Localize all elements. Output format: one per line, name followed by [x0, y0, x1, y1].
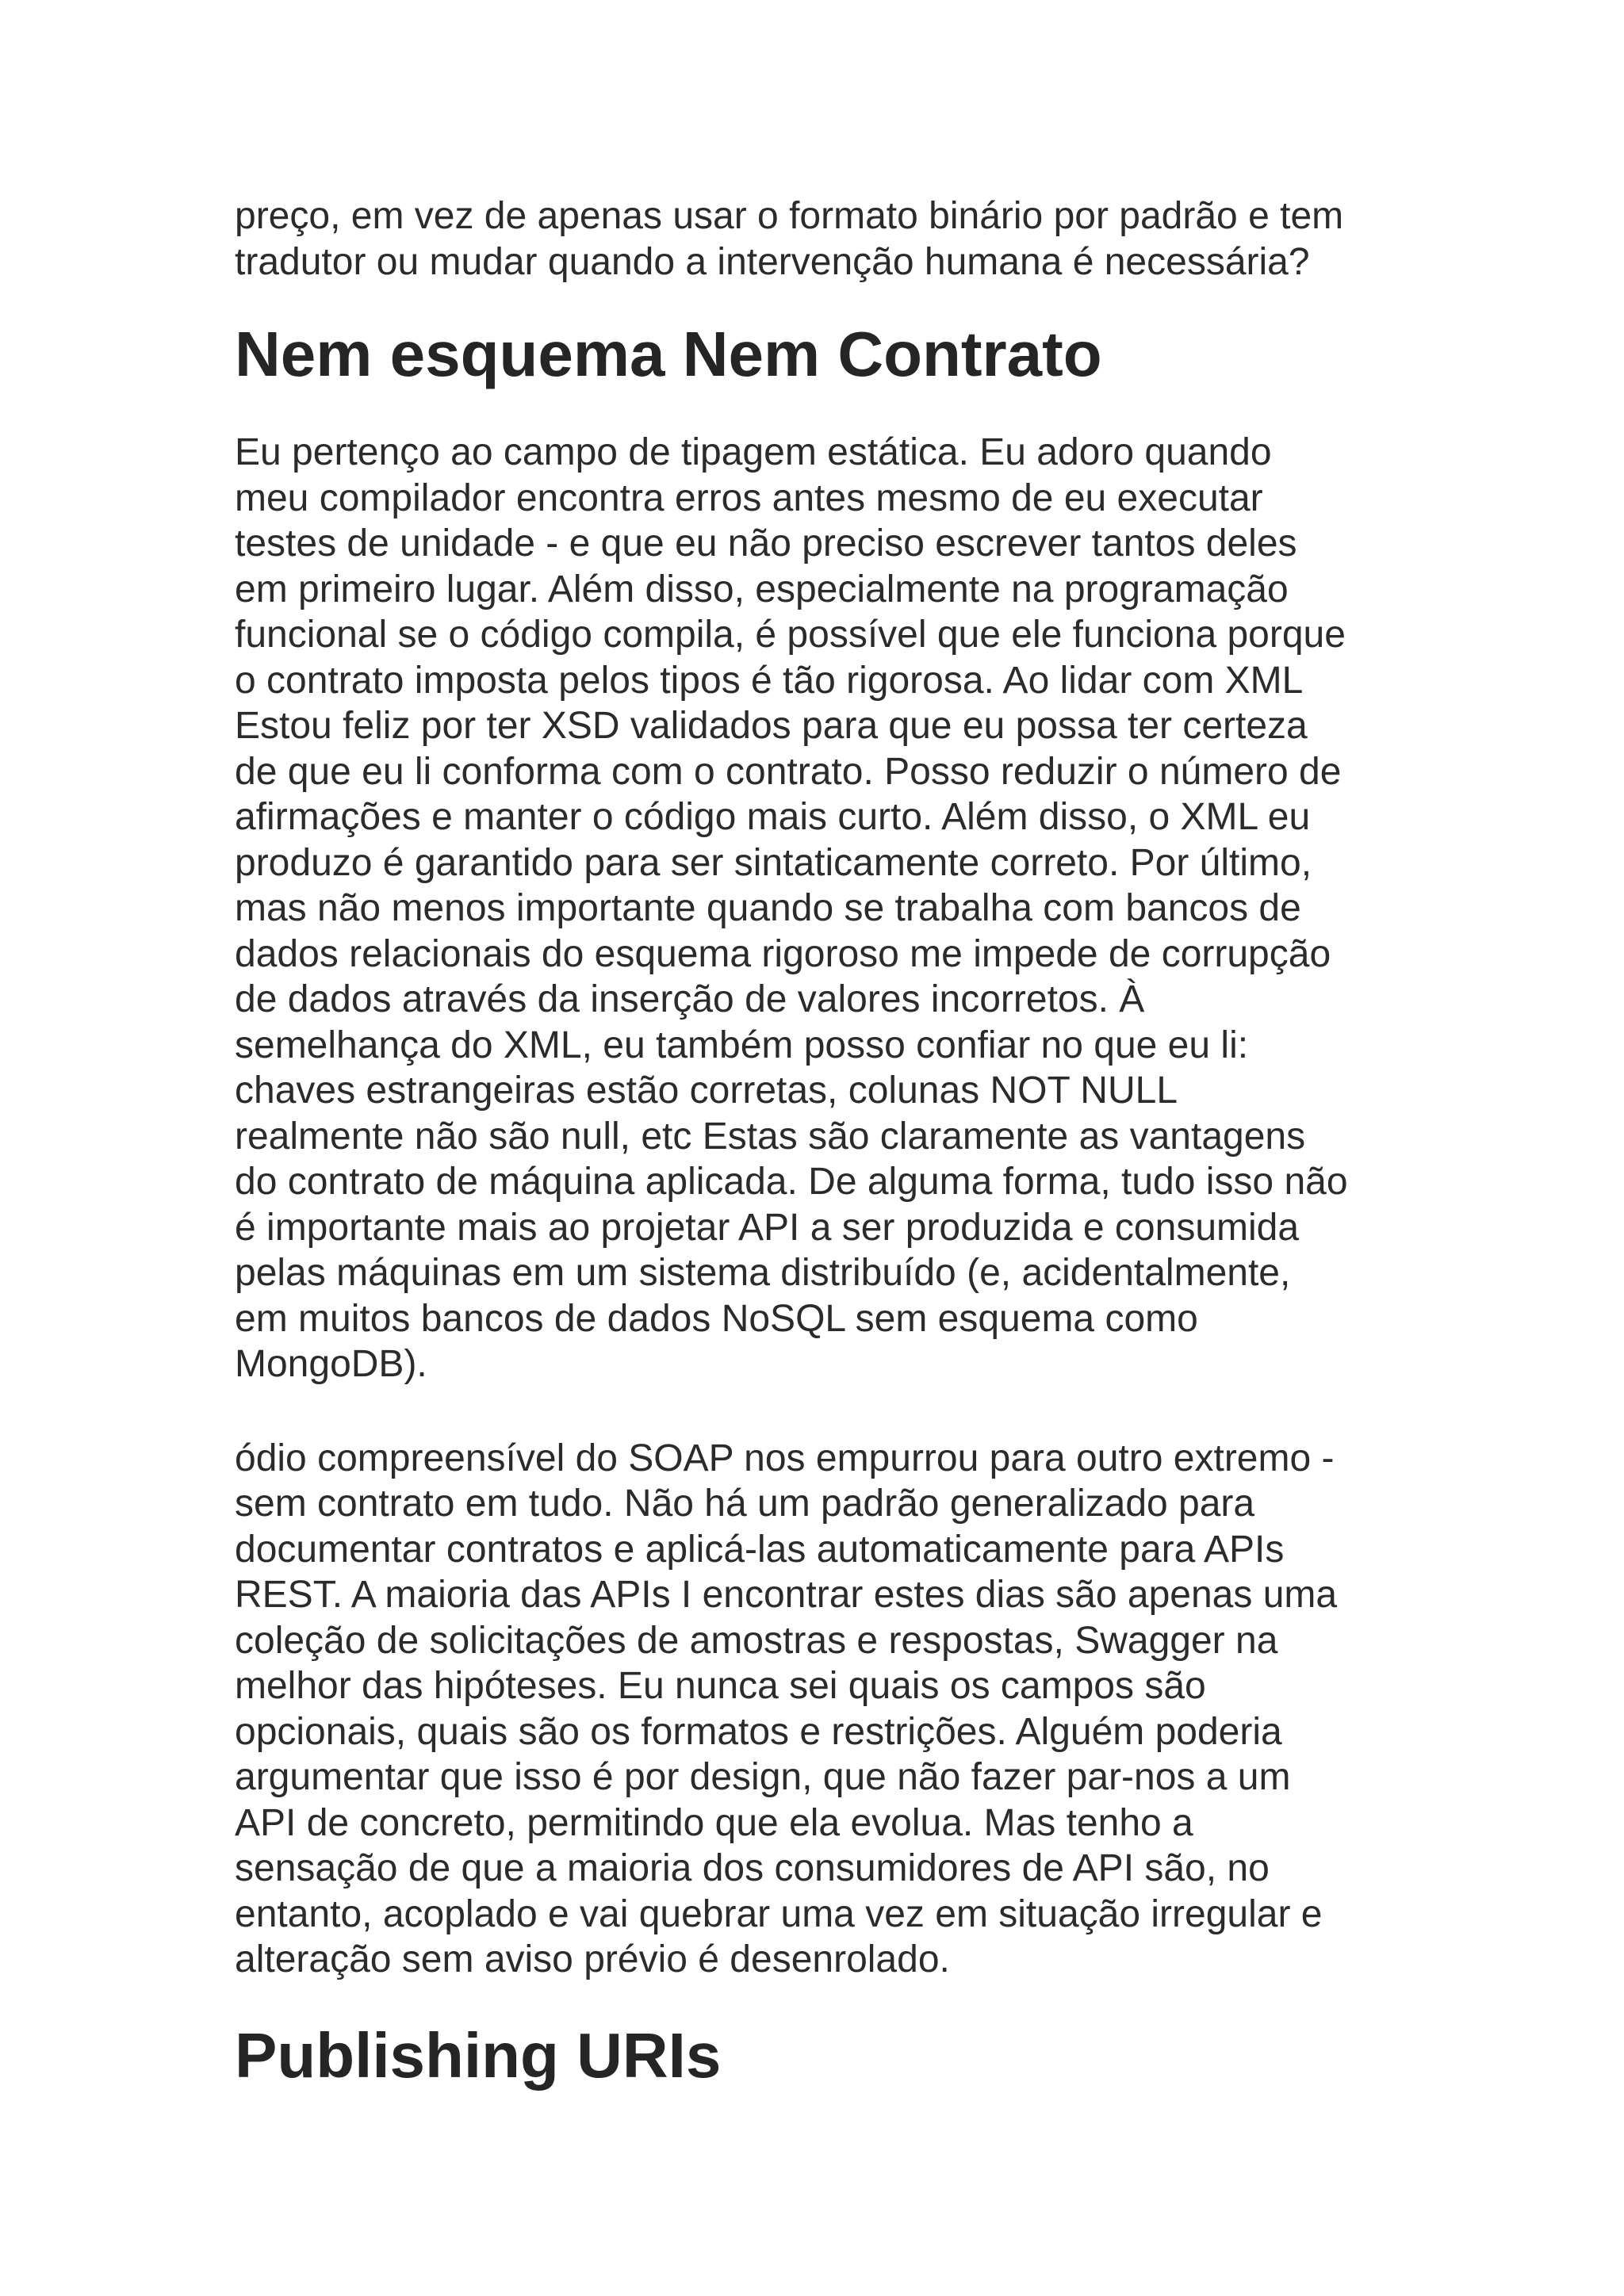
text-line: semelhança do XML, eu também posso confiar no que eu li:	[235, 1024, 1249, 1066]
text-line: chaves estrangeiras estão corretas, colunas NOT NULL	[235, 1070, 1178, 1112]
section-heading: Nem esquema Nem Contrato	[235, 319, 1102, 389]
text-line: pelas máquinas em um sistema distribuído (e, acidentalmente,	[235, 1252, 1291, 1294]
intro-paragraph	[235, 193, 1424, 285]
text-line: afirmações e manter o código mais curto. Além disso, o XML eu	[235, 796, 1311, 838]
text-line: do contrato de máquina aplicada. De alguma forma, tudo isso não	[235, 1161, 1348, 1203]
text-line: opcionais, quais são os formatos e restrições. Alguém poderia	[235, 1710, 1282, 1753]
text-line: sem contrato em tudo. Não há um padrão generalizado para	[235, 1483, 1255, 1525]
text-line: funcional se o código compila, é possível que ele funciona porque	[235, 614, 1346, 656]
section-heading: Publishing URIs	[235, 2019, 722, 2091]
body-paragraph-soap	[235, 1436, 1424, 1983]
body-paragraph-static-typing	[235, 430, 1424, 1387]
text-line: alteração sem aviso prévio é desenrolado.	[235, 1938, 950, 1980]
text-line: MongoDB).	[235, 1343, 427, 1385]
text-line: dados relacionais do esquema rigoroso me impede de corrupção	[235, 932, 1331, 975]
text-line: ódio compreensível do SOAP nos empurrou para outro extremo -	[235, 1437, 1335, 1479]
text-line: Eu pertenço ao campo de tipagem estática. Eu adoro quando	[235, 431, 1272, 473]
text-line: o contrato imposta pelos tipos é tão rigorosa. Ao lidar com XML	[235, 659, 1304, 702]
text-line: melhor das hipóteses. Eu nunca sei quais os campos são	[235, 1665, 1206, 1707]
text-line: documentar contratos e aplicá-las automaticamente para APIs	[235, 1528, 1285, 1571]
text-line: REST. A maioria das APIs I encontrar estes dias são apenas uma	[235, 1574, 1338, 1616]
text-line: de dados através da inserção de valores incorretos. À	[235, 978, 1145, 1020]
text-line: mas não menos importante quando se trabalha com bancos de	[235, 887, 1301, 929]
text-line: sensação de que a maioria dos consumidores de API são, no	[235, 1847, 1270, 1889]
text-line: entanto, acoplado e vai quebrar uma vez em situação irregular e	[235, 1892, 1323, 1935]
text-line: argumentar que isso é por design, que não fazer par-nos a um	[235, 1756, 1291, 1798]
text-line: testes de unidade - e que eu não preciso escrever tantos deles	[235, 522, 1297, 564]
document-page	[235, 193, 1424, 2092]
text-line: de que eu li conforma com o contrato. Posso reduzir o número de	[235, 750, 1342, 793]
text-line: meu compilador encontra erros antes mesmo de eu executar	[235, 476, 1263, 519]
text-line: em muitos bancos de dados NoSQL sem esquema como	[235, 1297, 1198, 1340]
text-line: coleção de solicitações de amostras e respostas, Swagger na	[235, 1619, 1278, 1662]
text-line: Estou feliz por ter XSD validados para que eu possa ter certeza	[235, 705, 1308, 747]
text-line: é importante mais ao projetar API a ser produzida e consumida	[235, 1206, 1300, 1249]
text-line: produzo é garantido para ser sintaticamente correto. Por último,	[235, 841, 1312, 884]
text-line: tradutor ou mudar quando a intervenção humana é necessária?	[235, 240, 1310, 283]
text-line: preço, em vez de apenas usar o formato binário por padrão e tem	[235, 195, 1344, 237]
text-line: realmente não são null, etc Estas são claramente as vantagens	[235, 1115, 1306, 1158]
text-line: em primeiro lugar. Além disso, especialmente na programação	[235, 568, 1289, 610]
text-line: API de concreto, permitindo que ela evolua. Mas tenho a	[235, 1801, 1193, 1844]
